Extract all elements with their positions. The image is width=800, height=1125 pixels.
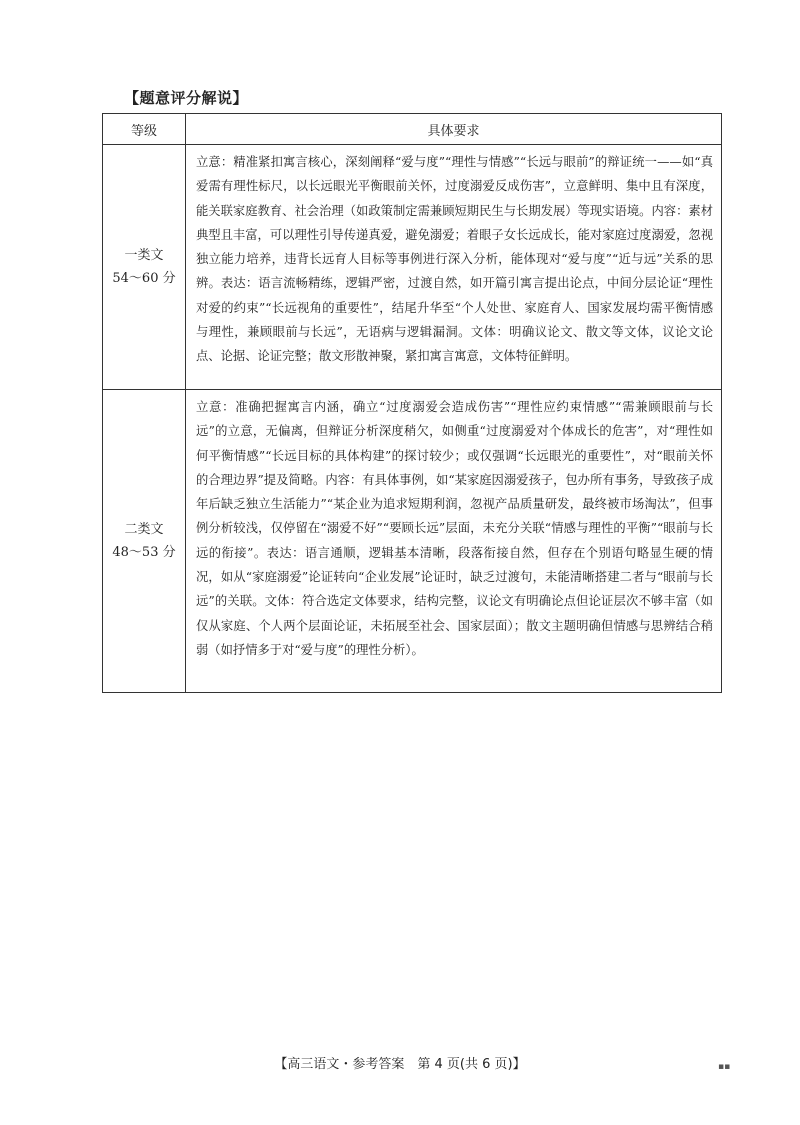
level-score: 54～60 分 xyxy=(112,271,176,286)
table-row xyxy=(103,390,722,693)
header-requirements: 具体要求 xyxy=(186,114,722,145)
table-header-row xyxy=(103,114,722,145)
level-cell xyxy=(103,390,186,693)
corner-mark: ▪▪ xyxy=(718,1062,731,1072)
requirement-text: 立意：准确把握寓言内涵，确立“过度溺爱会造成伤害”“理性应约束情感”“需兼顾眼前与长远”的立意，无偏离，但辩证分析深度稍欠，如侧重“过度溺爱对个体成长的危害”，对“理性如何平衡情感”“长远目标的具体构建”的探讨较少；或仅强调“长远眼光的重要性”，对“眼前关怀的合理边界”提及简略。内容：有具体事例，如“某家庭因溺爱孩子，包办所有事务，导致孩子成年后缺乏独立生活能力”“某企业为追求短期利润，忽视产品质量研发，最终被市场淘汰”，但事例分析较浅，仅停留在“溺爱不好”“要顾长远”层面，未充分关联“情感与理性的平衡”“眼前与长远的衔接”。表达：语言通顺，逻辑基本清晰，段落衔接自然，但存在个别语句略显生硬的情况，如从“家庭溺爱”论证转向“企业发展”论证时，缺乏过渡句，未能清晰搭建二者与“眼前与长远”的关联。文体：符合选定文体要求，结构完整，议论文有明确论点但论证层次不够丰富（如仅从家庭、个人两个层面论证，未拓展至社会、国家层面）；散文主题明确但情感与思辨结合稍弱（如抒情多于对“爱与度”的理性分析）。 xyxy=(186,390,722,693)
level-name: 一类文 xyxy=(124,248,164,263)
level-name: 二类文 xyxy=(124,522,164,537)
requirement-text: 立意：精准紧扣寓言核心，深刻阐释“爱与度”“理性与情感”“长远与眼前”的辩证统一——如“真爱需有理性标尺，以长远眼光平衡眼前关怀，过度溺爱反成伤害”，立意鲜明、集中且有深度，能关联家庭教育、社会治理（如政策制定需兼顾短期民生与长期发展）等现实语境。内容：素材典型且丰富，可以理性引导传递真爱，避免溺爱；着眼子女长远成长，能对家庭过度溺爱，忽视独立能力培养，违背长远育人目标等事例进行深入分析，能体现对“爱与度”“近与远”关系的思辨。表达：语言流畅精练，逻辑严密，过渡自然，如开篇引寓言提出论点，中间分层论证“理性对爱的约束”“长远视角的重要性”，结尾升华至“个人处世、家庭育人、国家发展均需平衡情感与理性，兼顾眼前与长远”，无语病与逻辑漏洞。文体：明确议论文、散文等文体，议论文论点、论据、论证完整；散文形散神聚，紧扣寓言寓意，文体特征鲜明。 xyxy=(186,145,722,390)
header-level: 等级 xyxy=(103,114,186,145)
page-footer: 【高三语文・参考答案 第 4 页(共 6 页)】 xyxy=(274,1057,526,1072)
grading-table xyxy=(102,113,722,693)
table-row xyxy=(103,145,722,390)
level-score: 48～53 分 xyxy=(112,545,176,560)
section-title: 【题意评分解说】 xyxy=(124,89,249,107)
level-cell xyxy=(103,145,186,390)
